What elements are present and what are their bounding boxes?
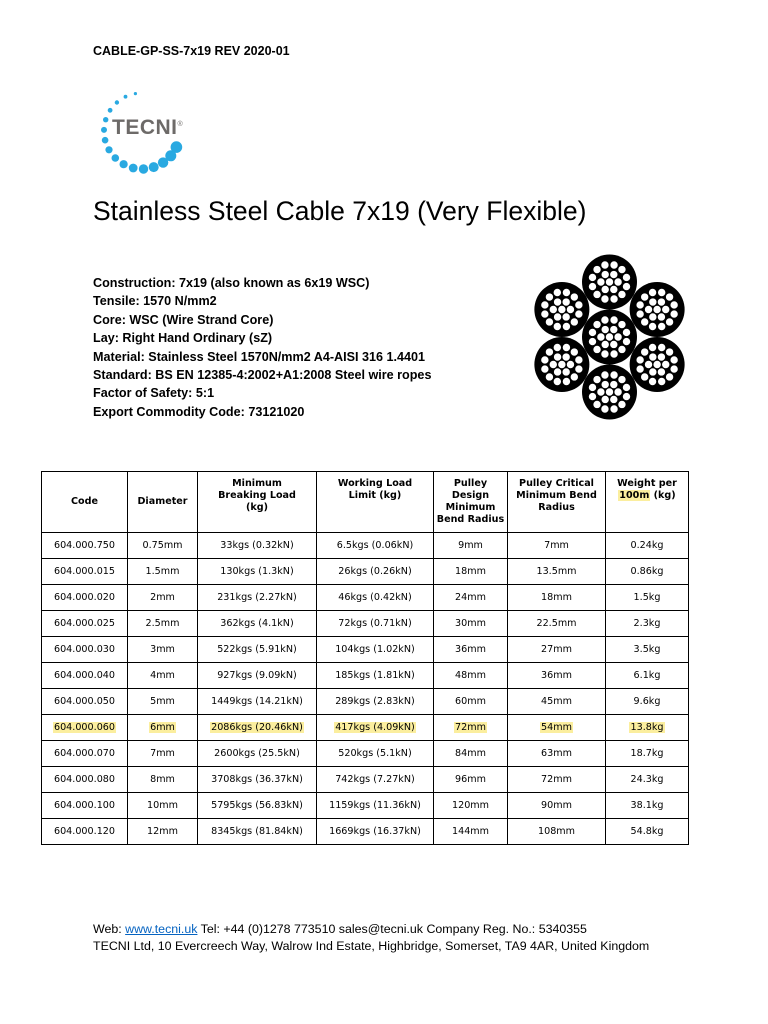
cell-pulley-design: 48mm: [434, 663, 508, 689]
cell-pulley-design: 18mm: [434, 559, 508, 585]
footer-line-1: Web: www.tecni.uk Tel: +44 (0)1278 773510 sales@tecni.uk Company Reg. No.: 5340355: [93, 922, 587, 936]
cell-pulley-critical: 18mm: [508, 585, 606, 611]
cell-code: 604.000.100: [42, 793, 128, 819]
cell-min-breaking-load: 362kgs (4.1kN): [198, 611, 317, 637]
highlighted-value: 13.8kg: [630, 722, 664, 733]
cell-code: 604.000.080: [42, 767, 128, 793]
table-row: [42, 611, 689, 637]
spec-table: [41, 471, 689, 845]
highlighted-value: 72mm: [455, 722, 486, 733]
cell-pulley-critical: 27mm: [508, 637, 606, 663]
cell-pulley-design: 30mm: [434, 611, 508, 637]
cell-min-breaking-load: 2600kgs (25.5kN): [198, 741, 317, 767]
table-header-row: [42, 472, 689, 533]
cell-pulley-design: 60mm: [434, 689, 508, 715]
cell-min-breaking-load: 927kgs (9.09kN): [198, 663, 317, 689]
logo-text: TECNI®: [112, 116, 184, 139]
highlighted-value: 54mm: [541, 722, 572, 733]
cell-working-load-limit: 1669kgs (16.37kN): [317, 819, 434, 845]
website-link[interactable]: www.tecni.uk: [125, 922, 198, 936]
cell-code: 604.000.040: [42, 663, 128, 689]
cell-weight: 2.3kg: [606, 611, 689, 637]
cell-weight: 0.86kg: [606, 559, 689, 585]
cell-working-load-limit: 46kgs (0.42kN): [317, 585, 434, 611]
spec-export-code: Export Commodity Code: 73121020: [93, 404, 305, 419]
spec-factor-of-safety: Factor of Safety: 5:1: [93, 386, 215, 401]
highlighted-value: 2086kgs (20.46kN): [211, 722, 303, 733]
spec-construction: Construction: 7x19 (also known as 6x19 WSC): [93, 276, 370, 290]
table-row: [42, 715, 689, 741]
cell-min-breaking-load: 5795kgs (56.83kN): [198, 793, 317, 819]
spec-core: Core: WSC (Wire Strand Core): [93, 312, 274, 327]
page-title: Stainless Steel Cable 7x19 (Very Flexible): [93, 196, 587, 226]
cell-code: [42, 715, 128, 741]
cell-working-load-limit: 72kgs (0.71kN): [317, 611, 434, 637]
cell-pulley-design: 96mm: [434, 767, 508, 793]
cell-pulley-critical: 63mm: [508, 741, 606, 767]
spec-tensile: Tensile: 1570 N/mm2: [93, 294, 217, 309]
tecni-logo: [92, 86, 202, 181]
table-row: [42, 533, 689, 559]
table-row: [42, 819, 689, 845]
cell-code: 604.000.020: [42, 585, 128, 611]
table-row: [42, 767, 689, 793]
header-pulley-critical: Pulley Critical Minimum Bend Radius: [508, 472, 606, 533]
spec-standard: Standard: BS EN 12385-4:2002+A1:2008 Steel wire ropes: [93, 368, 432, 383]
cell-weight: 3.5kg: [606, 637, 689, 663]
cell-diameter: 2mm: [128, 585, 198, 611]
cell-working-load-limit: 742kgs (7.27kN): [317, 767, 434, 793]
table-row: [42, 793, 689, 819]
cell-code: 604.000.750: [42, 533, 128, 559]
cell-diameter: 3mm: [128, 637, 198, 663]
cell-code: 604.000.120: [42, 819, 128, 845]
cell-weight: [606, 715, 689, 741]
cell-pulley-critical: 45mm: [508, 689, 606, 715]
cell-working-load-limit: 520kgs (5.1kN): [317, 741, 434, 767]
cell-weight: 38.1kg: [606, 793, 689, 819]
spec-list: [93, 274, 431, 421]
cell-weight: 9.6kg: [606, 689, 689, 715]
cell-diameter: 2.5mm: [128, 611, 198, 637]
cell-pulley-critical: 90mm: [508, 793, 606, 819]
cell-pulley-critical: 13.5mm: [508, 559, 606, 585]
header-min-breaking-load: Minimum Breaking Load (kg): [198, 472, 317, 533]
table-row: [42, 559, 689, 585]
cell-code: 604.000.025: [42, 611, 128, 637]
cell-pulley-critical: 108mm: [508, 819, 606, 845]
cell-min-breaking-load: 1449kgs (14.21kN): [198, 689, 317, 715]
cell-weight: 0.24kg: [606, 533, 689, 559]
cell-working-load-limit: 26kgs (0.26kN): [317, 559, 434, 585]
cell-code: 604.000.070: [42, 741, 128, 767]
document-code: CABLE-GP-SS-7x19 REV 2020-01: [93, 44, 290, 58]
cell-pulley-design: 24mm: [434, 585, 508, 611]
cell-pulley-design: [434, 715, 508, 741]
table-row: [42, 689, 689, 715]
cell-diameter: [128, 715, 198, 741]
cell-pulley-critical: 72mm: [508, 767, 606, 793]
cell-code: 604.000.015: [42, 559, 128, 585]
header-working-load-limit: Working Load Limit (kg): [317, 472, 434, 533]
cell-diameter: 7mm: [128, 741, 198, 767]
cell-pulley-critical: [508, 715, 606, 741]
table-row: [42, 637, 689, 663]
cell-pulley-design: 84mm: [434, 741, 508, 767]
cell-pulley-design: 144mm: [434, 819, 508, 845]
cell-weight: 18.7kg: [606, 741, 689, 767]
cell-weight: 54.8kg: [606, 819, 689, 845]
cell-diameter: 4mm: [128, 663, 198, 689]
cell-weight: 24.3kg: [606, 767, 689, 793]
cell-min-breaking-load: [198, 715, 317, 741]
header-diameter: Diameter: [128, 472, 198, 533]
cell-code: 604.000.030: [42, 637, 128, 663]
footer: [93, 921, 649, 955]
cell-diameter: 5mm: [128, 689, 198, 715]
cell-pulley-critical: 22.5mm: [508, 611, 606, 637]
cell-diameter: 1.5mm: [128, 559, 198, 585]
spec-lay: Lay: Right Hand Ordinary (sZ): [93, 331, 273, 346]
header-weight-highlight: 100m: [619, 490, 650, 501]
cell-working-load-limit: 185kgs (1.81kN): [317, 663, 434, 689]
cell-weight: 6.1kg: [606, 663, 689, 689]
cell-pulley-design: 9mm: [434, 533, 508, 559]
table-row: [42, 741, 689, 767]
footer-address: TECNI Ltd, 10 Evercreech Way, Walrow Ind Estate, Highbridge, Somerset, TA9 4AR, United Kingdom: [93, 939, 650, 953]
cell-min-breaking-load: 231kgs (2.27kN): [198, 585, 317, 611]
cell-weight: 1.5kg: [606, 585, 689, 611]
cable-cross-section-diagram: [522, 253, 697, 421]
cell-min-breaking-load: 33kgs (0.32kN): [198, 533, 317, 559]
cell-code: 604.000.050: [42, 689, 128, 715]
cell-diameter: 0.75mm: [128, 533, 198, 559]
cell-working-load-limit: 104kgs (1.02kN): [317, 637, 434, 663]
cell-min-breaking-load: 130kgs (1.3kN): [198, 559, 317, 585]
cell-diameter: 10mm: [128, 793, 198, 819]
cell-working-load-limit: 289kgs (2.83kN): [317, 689, 434, 715]
cell-min-breaking-load: 3708kgs (36.37kN): [198, 767, 317, 793]
cell-pulley-critical: 36mm: [508, 663, 606, 689]
cell-min-breaking-load: 8345kgs (81.84kN): [198, 819, 317, 845]
cell-working-load-limit: [317, 715, 434, 741]
cell-min-breaking-load: 522kgs (5.91kN): [198, 637, 317, 663]
table-row: [42, 663, 689, 689]
header-weight: Weight per 100m (kg): [606, 472, 689, 533]
cell-pulley-critical: 7mm: [508, 533, 606, 559]
cell-working-load-limit: 1159kgs (11.36kN): [317, 793, 434, 819]
header-code: Code: [42, 472, 128, 533]
table-row: [42, 585, 689, 611]
cell-working-load-limit: 6.5kgs (0.06kN): [317, 533, 434, 559]
highlighted-value: 6mm: [150, 722, 175, 733]
highlighted-value: 417kgs (4.09kN): [335, 722, 415, 733]
cell-diameter: 12mm: [128, 819, 198, 845]
cell-pulley-design: 36mm: [434, 637, 508, 663]
header-pulley-design: Pulley Design Minimum Bend Radius: [434, 472, 508, 533]
cell-pulley-design: 120mm: [434, 793, 508, 819]
spec-material: Material: Stainless Steel 1570N/mm2 A4-AISI 316 1.4401: [93, 349, 426, 364]
highlighted-value: 604.000.060: [53, 722, 116, 733]
cell-diameter: 8mm: [128, 767, 198, 793]
